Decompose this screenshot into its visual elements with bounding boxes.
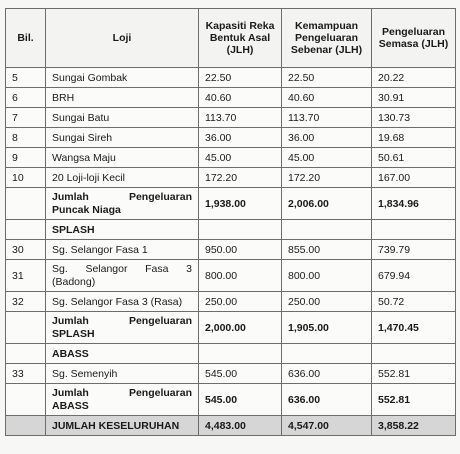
grand-total-row bbox=[6, 416, 456, 436]
cell-empty bbox=[372, 220, 456, 240]
cell-bil-empty bbox=[6, 344, 46, 364]
subtotal-word: Pengeluaran bbox=[128, 190, 192, 203]
subtotal-kapasiti: 2,000.00 bbox=[199, 312, 282, 344]
cell-loji: Sungai Batu bbox=[46, 108, 199, 128]
subtotal-row-puncak bbox=[6, 188, 456, 220]
cell-bil: 33 bbox=[6, 364, 46, 384]
cell-kapasiti: 250.00 bbox=[199, 292, 282, 312]
subtotal-word: Jumlah bbox=[52, 314, 89, 327]
loji-word: Sg. bbox=[52, 262, 68, 275]
table-row bbox=[6, 68, 456, 88]
cell-bil: 9 bbox=[6, 148, 46, 168]
cell-kemampuan: 800.00 bbox=[282, 260, 372, 292]
cell-kapasiti: 800.00 bbox=[199, 260, 282, 292]
subtotal-label bbox=[46, 312, 199, 344]
cell-bil: 31 bbox=[6, 260, 46, 292]
cell-kapasiti: 950.00 bbox=[199, 240, 282, 260]
header-kapasiti: Kapasiti Reka Bentuk Asal (JLH) bbox=[199, 9, 282, 68]
section-row-splash bbox=[6, 220, 456, 240]
cell-kemampuan: 172.20 bbox=[282, 168, 372, 188]
grand-total-kapasiti: 4,483.00 bbox=[199, 416, 282, 436]
subtotal-label bbox=[46, 384, 199, 416]
cell-loji: Sungai Gombak bbox=[46, 68, 199, 88]
table-row bbox=[6, 128, 456, 148]
cell-kapasiti: 45.00 bbox=[199, 148, 282, 168]
cell-kemampuan: 855.00 bbox=[282, 240, 372, 260]
cell-kapasiti: 40.60 bbox=[199, 88, 282, 108]
cell-kemampuan: 40.60 bbox=[282, 88, 372, 108]
header-kemampuan: Kemampuan Pengeluaran Sebenar (JLH) bbox=[282, 9, 372, 68]
cell-kapasiti: 113.70 bbox=[199, 108, 282, 128]
cell-bil: 6 bbox=[6, 88, 46, 108]
table-row bbox=[6, 292, 456, 312]
cell-bil: 8 bbox=[6, 128, 46, 148]
cell-bil-empty bbox=[6, 384, 46, 416]
cell-loji: Sungai Sireh bbox=[46, 128, 199, 148]
loji-line1 bbox=[52, 263, 192, 276]
cell-pengeluaran: 130.73 bbox=[372, 108, 456, 128]
cell-empty bbox=[199, 344, 282, 364]
table-row bbox=[6, 364, 456, 384]
loji-line2: (Badong) bbox=[52, 275, 96, 288]
cell-pengeluaran: 50.61 bbox=[372, 148, 456, 168]
cell-kemampuan: 45.00 bbox=[282, 148, 372, 168]
cell-kemampuan: 22.50 bbox=[282, 68, 372, 88]
cell-loji bbox=[46, 260, 199, 292]
subtotal-pengeluaran: 1,470.45 bbox=[372, 312, 456, 344]
subtotal-kemampuan: 1,905.00 bbox=[282, 312, 372, 344]
cell-pengeluaran: 552.81 bbox=[372, 364, 456, 384]
table-row bbox=[6, 88, 456, 108]
loji-word: 3 bbox=[186, 262, 192, 275]
subtotal-label bbox=[46, 188, 199, 220]
subtotal-row-splash bbox=[6, 312, 456, 344]
subtotal-row-abass bbox=[6, 384, 456, 416]
table-container bbox=[5, 8, 456, 436]
water-plant-table bbox=[5, 8, 456, 436]
header-bil: Bil. bbox=[6, 9, 46, 68]
subtotal-label-line1 bbox=[52, 191, 192, 204]
cell-kapasiti: 172.20 bbox=[199, 168, 282, 188]
loji-word: Fasa bbox=[145, 262, 169, 275]
cell-kemampuan: 636.00 bbox=[282, 364, 372, 384]
subtotal-word: Jumlah bbox=[52, 190, 89, 203]
cell-kemampuan: 250.00 bbox=[282, 292, 372, 312]
subtotal-pengeluaran: 552.81 bbox=[372, 384, 456, 416]
section-label: ABASS bbox=[46, 344, 199, 364]
subtotal-pengeluaran: 1,834.96 bbox=[372, 188, 456, 220]
header-pengeluaran: Pengeluaran Semasa (JLH) bbox=[372, 9, 456, 68]
cell-empty bbox=[282, 220, 372, 240]
cell-bil: 10 bbox=[6, 168, 46, 188]
section-label: SPLASH bbox=[46, 220, 199, 240]
cell-pengeluaran: 20.22 bbox=[372, 68, 456, 88]
grand-total-label: JUMLAH KESELURUHAN bbox=[46, 416, 199, 436]
subtotal-word: Pengeluaran bbox=[128, 314, 192, 327]
cell-pengeluaran: 739.79 bbox=[372, 240, 456, 260]
subtotal-kapasiti: 1,938.00 bbox=[199, 188, 282, 220]
cell-kemampuan: 36.00 bbox=[282, 128, 372, 148]
cell-bil-empty bbox=[6, 312, 46, 344]
subtotal-word: Pengeluaran bbox=[128, 386, 192, 399]
cell-bil-empty bbox=[6, 188, 46, 220]
cell-kapasiti: 36.00 bbox=[199, 128, 282, 148]
loji-word: Selangor bbox=[85, 262, 128, 275]
cell-pengeluaran: 167.00 bbox=[372, 168, 456, 188]
cell-bil: 5 bbox=[6, 68, 46, 88]
cell-bil-empty bbox=[6, 416, 46, 436]
cell-empty bbox=[282, 344, 372, 364]
subtotal-label-line2: Puncak Niaga bbox=[52, 203, 121, 216]
cell-loji: Sg. Selangor Fasa 3 (Rasa) bbox=[46, 292, 199, 312]
cell-bil: 30 bbox=[6, 240, 46, 260]
grand-total-kemampuan: 4,547.00 bbox=[282, 416, 372, 436]
header-loji: Loji bbox=[46, 9, 199, 68]
cell-kapasiti: 22.50 bbox=[199, 68, 282, 88]
cell-empty bbox=[372, 344, 456, 364]
cell-kapasiti: 545.00 bbox=[199, 364, 282, 384]
subtotal-kemampuan: 2,006.00 bbox=[282, 188, 372, 220]
cell-loji: BRH bbox=[46, 88, 199, 108]
subtotal-label-line1 bbox=[52, 315, 192, 328]
grand-total-pengeluaran: 3,858.22 bbox=[372, 416, 456, 436]
cell-bil: 32 bbox=[6, 292, 46, 312]
cell-pengeluaran: 30.91 bbox=[372, 88, 456, 108]
table-row bbox=[6, 260, 456, 292]
subtotal-label-line2: ABASS bbox=[52, 399, 89, 412]
section-row-abass bbox=[6, 344, 456, 364]
subtotal-kemampuan: 636.00 bbox=[282, 384, 372, 416]
cell-loji: Wangsa Maju bbox=[46, 148, 199, 168]
subtotal-word: Jumlah bbox=[52, 386, 89, 399]
cell-bil-empty bbox=[6, 220, 46, 240]
cell-pengeluaran: 679.94 bbox=[372, 260, 456, 292]
cell-kemampuan: 113.70 bbox=[282, 108, 372, 128]
subtotal-label-line2: SPLASH bbox=[52, 327, 95, 340]
table-row bbox=[6, 168, 456, 188]
subtotal-label-line1 bbox=[52, 387, 192, 400]
cell-pengeluaran: 50.72 bbox=[372, 292, 456, 312]
table-row bbox=[6, 108, 456, 128]
cell-loji: Sg. Selangor Fasa 1 bbox=[46, 240, 199, 260]
subtotal-kapasiti: 545.00 bbox=[199, 384, 282, 416]
table-row bbox=[6, 240, 456, 260]
cell-loji: Sg. Semenyih bbox=[46, 364, 199, 384]
cell-loji: 20 Loji-loji Kecil bbox=[46, 168, 199, 188]
header-row bbox=[6, 9, 456, 68]
cell-pengeluaran: 19.68 bbox=[372, 128, 456, 148]
table-row bbox=[6, 148, 456, 168]
cell-bil: 7 bbox=[6, 108, 46, 128]
cell-empty bbox=[199, 220, 282, 240]
